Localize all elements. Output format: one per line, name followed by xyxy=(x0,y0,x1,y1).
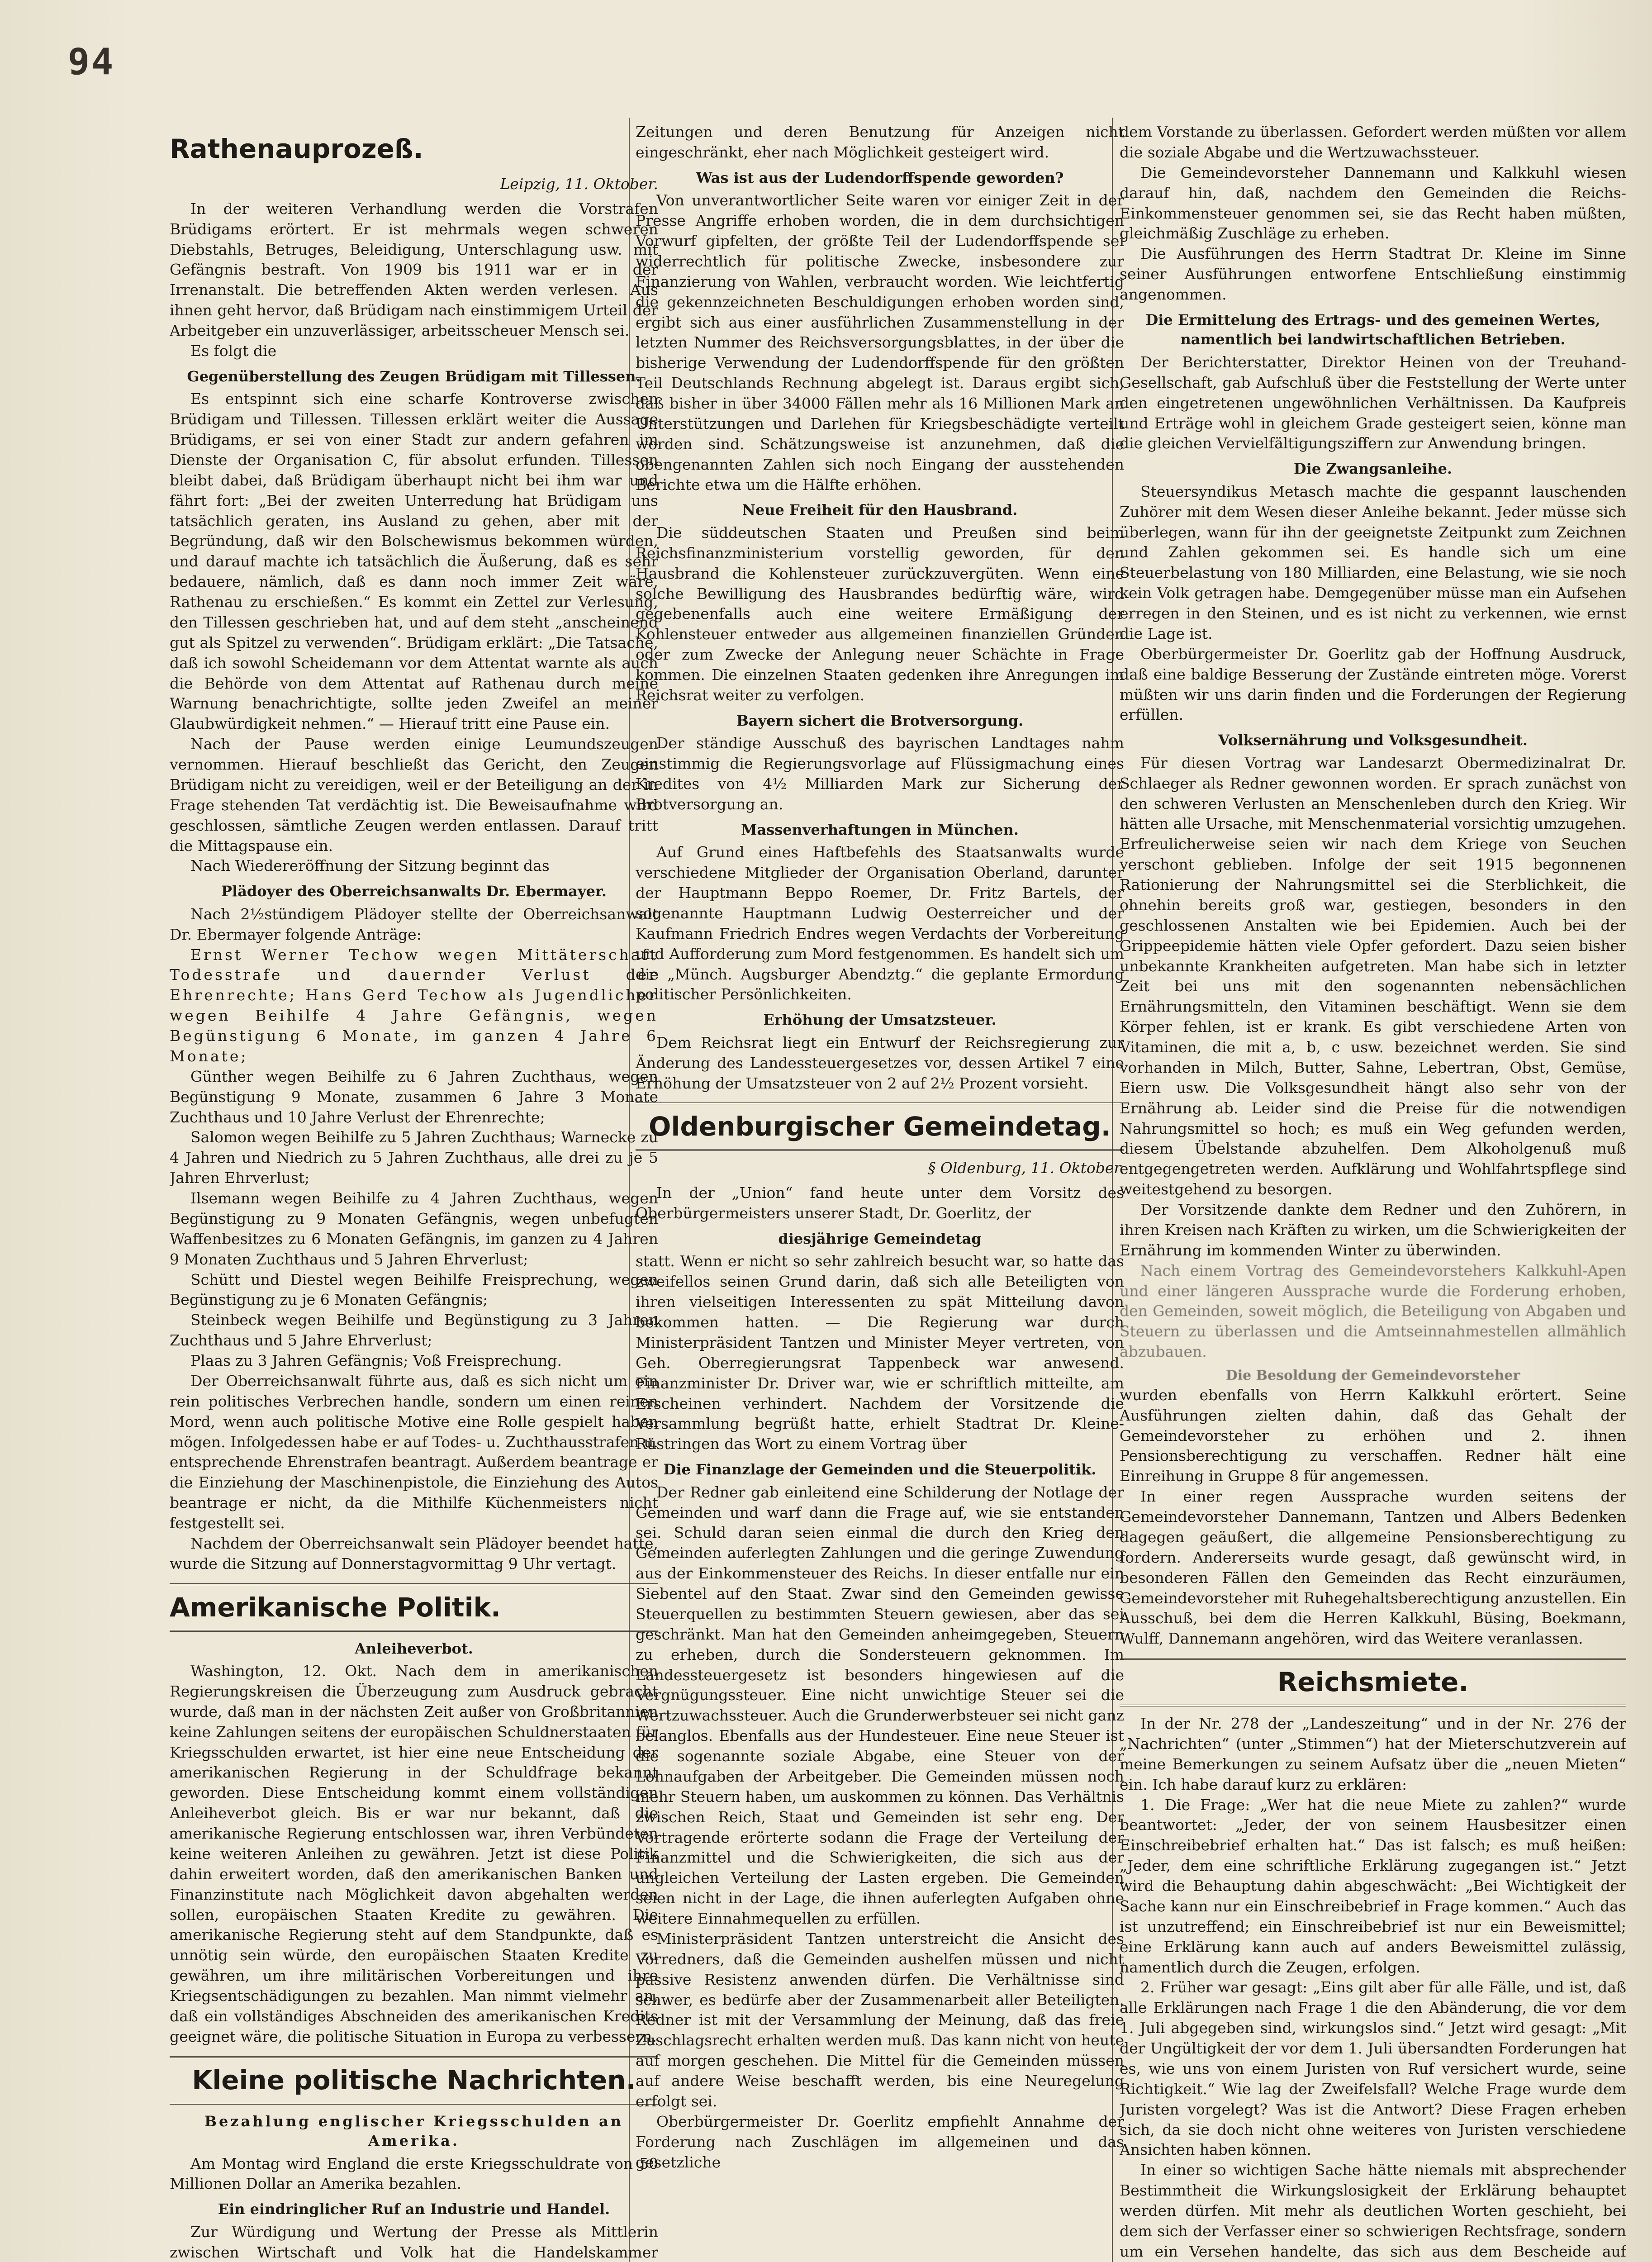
paragraph: Zur Würdigung und Wertung der Presse als Mittlerin zwischen Wirtschaft und Volk hat die Handelskammer xyxy=(170,2223,658,2261)
paragraph: Washington, 12. Okt. Nach dem in amerikanischen Regierungskreisen die Überzeugung zum Ausdruck gebracht wurde, daß man in der nächsten Zeit außer von Großbritannien keine Zahlungen seitens der europäischen Schuldnerstaaten für Kriegsschulden erwartet, ist hier eine neue Entscheidung der amerikanischen Regierung in der Schuldfrage bekannt geworden. Diese Entscheidung kommt einem vollständigen Anleiheverbot gleich. Bis er war nur bekannt, daß die amerikanische Regierung entschlossen war, ihren Verbündeten keine weiteren Anleihen zu gewähren. Jetzt ist diese Politik dahin erweitert worden, daß den amerikanischen Banken und Finanzinstitute nach Möglichkeit davon abgehalten werden sollen, europäischen Staaten Kredite zu gewähren. Die amerikanische Regierung steht auf dem Standpunkte, daß es unnötig sein würde, den europäischen Staaten Kredite zu gewähren, um ihre militärischen Vorbereitungen und ihre Kriegsentschädigungen zu bezahlen. Man nimmt vielmehr an, daß ein vollständiges Abschneiden des amerikanischen Kredits geeignet wäre, die politische Situation in Europa zu verbessern. xyxy=(170,1662,658,2045)
subheading: Ein eindringlicher Ruf an Industrie und Handel. xyxy=(218,2200,610,2218)
article-title-rathenau: Rathenauprozeß. xyxy=(170,133,423,164)
paragraph: Es entspinnt sich eine scharfe Kontroverse zwischen Brüdigam und Tillessen. Tillessen erklärt weiter die Aussage Brüdigams, er sei von einer Stadt zur andern gefahren im Dienste der Organisation C, für absolut erfunden. Tillessen bleibt dabei, daß Brüdigam überhaupt nicht bei ihm war und fährt fort: „Bei der zweiten Unterredung hat Brüdigam uns tatsächlich geraten, ins Ausland zu gehen, aber mit der Begründung, daß wir den Bolschewismus bekommen würden, und darauf machte ich tatsächlich die Äußerung, daß es sehr bedauere, nämlich, daß es dann noch immer Zeit wäre, Rathenau zu erschießen.“ Es kommt ein Zettel zur Verlesung, den Tillessen geschrieben hat, und auf dem steht „anscheinend gut als Spitzel zu verwenden“. Brüdigam erklärt: „Die Tatsache, daß ich sowohl Scheidemann vor dem Attentat warnte als auch die Behörde von dem Attentat auf Rathenau durch meine Warnung benachrichtigte, sollte jeden Zweifel an meiner Glaubwürdigkeit nehmen.“ — Hierauf tritt eine Pause ein. xyxy=(170,390,658,733)
subheading: Volksernährung und Volksgesundheit. xyxy=(1218,732,1528,749)
page-number: 94 xyxy=(68,41,115,83)
paragraph: Am Montag wird England die erste Kriegsschuldrate von 50 Millionen Dollar an Amerika bezahlen. xyxy=(170,2154,658,2193)
paragraph: 1. Die Frage: „Wer hat die neue Miete zu zahlen?“ wurde beantwortet: „Jeder, der von seinem Hausbesitzer einen Einschreibebrief erhalten hat.“ Das ist falsch; es muß heißen: „Jeder, dem eine schriftliche Erklärung zugegangen ist.“ Jetzt wird die Behauptung dahin abgeschwächt: „Bei Wichtigkeit der Sache kann nur ein Einschreibebrief in Frage kommen.“ Auch das ist unzutreffend; ein Einschreibebrief ist nur ein Beweismittel; eine Erklärung kann auch auf anders Beweismittel zulässig, namentlich durch die Zeugen, erfolgen. xyxy=(1120,1796,1626,1976)
subheading: Die Ermittelung des Ertrags- und des gemeinen Wertes, namentlich bei landwirtschaftlichen Betrieben. xyxy=(1145,311,1600,348)
column-middle xyxy=(636,122,1124,2262)
subheading: Gegenüberstellung des Zeugen Brüdigam mit Tillessen. xyxy=(187,367,641,385)
paragraph: Steuersyndikus Metasch machte die gespannt lauschenden Zuhörer mit dem Wesen dieser Anleihe bekannt. Jeder müsse sich überlegen, wann für ihn der geeignetste Zeitpunkt zum Zeichnen und Zahlen gekommen sei. Es handle sich um eine Steuerbelastung von 180 Milliarden, eine Belastung, wie sie noch kein Volk getragen habe. Demgegenüber müsse man ein Aufsehen erregen in den Steinen, und es ist nicht zu verkennen, wie ernst die Lage ist. xyxy=(1120,482,1626,642)
paragraph: 2. Früher war gesagt: „Eins gilt aber für alle Fälle, und ist, daß alle Erklärungen nach Frage 1 die den Abänderung, die vor dem 1. Juli abgegeben sind, wirkungslos sind.“ Jetzt wird gesagt: „Mit der Ungültigkeit der vor dem 1. Juli übersandten Forderungen hat es, wie uns von einem Juristen von Ruf versichert wurde, seine Richtigkeit.“ Wie lag der Zweifelsfall? Welche Frage wurde dem Juristen vorgelegt? Was ist die Antwort? Diese Fragen erheben sich, da sie doch nicht ohne weiteres von Juristen verschiedene Ansichten haben können. xyxy=(1120,1978,1626,2159)
subheading: Massenverhaftungen in München. xyxy=(741,821,1019,838)
column-right xyxy=(1120,122,1626,2262)
paragraph: Zeitungen und deren Benutzung für Anzeigen nicht eingeschränkt, eher nach Möglichkeit gesteigert wird. xyxy=(636,123,1124,161)
subheading: Bezahlung englischer Kriegsschulden an Amerika. xyxy=(204,2112,624,2150)
paragraph: In einer so wichtigen Sache hätte niemals mit absprechender Bestimmtheit die Wirkungslosigkeit der Erklärung behauptet werden dürfen. Mit mehr als deutlichen Worten geschieht, bei dem sich der Verfasser einer so schwierigen Rechtsfrage, sondern um ein Versehen handelte, das sich aus dem Bescheide auf xyxy=(1120,2161,1626,2260)
paragraph: Auf Grund eines Haftbefehls des Staatsanwalts wurde verschiedene Mitglieder der Organisation Oberland, darunter der Hauptmann Beppo Roemer, Dr. Fritz Bartels, der sogenannte Hauptmann Ludwig Oesterreicher und der Kaufmann Friedrich Endres wegen Verdachts der Vorbereitung und Aufforderung zum Mord festgenommen. Es handelt sich um die „Münch. Augsburger Abendztg.“ die geplante Ermordung politischer Persönlichkeiten. xyxy=(636,843,1124,1003)
column-left xyxy=(170,122,658,2262)
paragraph: Der Berichterstatter, Direktor Heinen von der Treuhand-Gesellschaft, gab Aufschluß über die Feststellung der Werte unter den eingetretenen ungewöhnlichen Verhältnissen. Da Kaufpreis und Erträge wohl in gleichem Grade gesteigert seien, könne man die gleichen Vervielfältigungsziffern zur Anwendung bringen. xyxy=(1120,353,1626,452)
paragraph: Nachdem der Oberreichsanwalt sein Plädoyer beendet hatte, wurde die Sitzung auf Donnerstagvormittag 9 Uhr vertagt. xyxy=(170,1534,658,1573)
paragraph: Von unverantwortlicher Seite waren vor einiger Zeit in der Presse Angriffe erhoben worden, die in dem durchsichtigen Vorwurf gipfelten, der größte Teil der Ludendorffspende sei widerrechtlich für politische Zwecke, insbesondere zur Finanzierung von Wahlen, verbraucht worden. Wie leichtfertig die gekennzeichneten Beschuldigungen erhoben worden sind, ergibt sich aus einer ausführlichen Zusammenstellung in der letzten Nummer des Reichsversorgungsblattes, in der über die bisherige Verwendung der Ludendorffspende für den größten Teil Deutschlands Rechnung abgelegt ist. Daraus ergibt sich, daß bisher in über 34000 Fällen mehr als 16 Millionen Mark an Unterstützungen und Darlehen für Kriegsbeschädigte verteilt worden sind. Schätzungsweise ist anzunehmen, daß die obengenannten Zahlen sich noch Eingang der ausstehenden Berichte etwa um die Hälfte erhöhen. xyxy=(636,191,1124,494)
subheading: Plädoyer des Oberreichsanwalts Dr. Ebermayer. xyxy=(221,883,607,900)
paragraph: In der weiteren Verhandlung werden die Vorstrafen Brüdigams erörtert. Er ist mehrmals wegen schweren Diebstahls, Betruges, Beleidigung, Unterschlagung usw. mit Gefängnis bestraft. Von 1909 bis 1911 war er in der Irrenanstalt. Die betreffenden Akten werden verlesen. Aus ihnen geht hervor, daß Brüdigam nach einstimmigem Urteil der Arbeitgeber ein unzuverlässiger, arbeitsscheuer Mensch sei. xyxy=(170,200,658,339)
subheading: Die Zwangsanleihe. xyxy=(1293,460,1453,478)
paragraph: Nach einem Vortrag des Gemeindevorstehers Kalkkuhl-Apen und einer längeren Aussprache wurde die Forderung erhoben, den Gemeinden, soweit möglich, die Beteiligung von Abgaben und Steuern zu überlassen und die Amtseinnahmestellen allmählich abzubauen. xyxy=(1120,1261,1626,1361)
subheading: Anleiheverbot. xyxy=(355,1639,473,1657)
subheading: Bayern sichert die Brotversorgung. xyxy=(736,712,1024,729)
paragraph: Ministerpräsident Tantzen unterstreicht die Ansicht des Vorredners, daß die Gemeinden aushelfen müssen und nicht passive Resistenz anwenden dürfen. Die Verhältnisse sind schwer, es bedürfe aber der Zusammenarbeit aller Beteiligten. Redner ist mit der Versammlung der Meinung, daß das freie Zuschlagsrecht erhalten werden muß. Das kann nicht von heute auf morgen geschehen. Die Mittel für die Gemeinden müssen auf andere Weise beschafft werden, bis eine Neuregelung erfolgt sei. xyxy=(636,1929,1124,2110)
paragraph: Steinbeck wegen Beihilfe und Begünstigung zu 3 Jahren Zuchthaus und 5 Jahre Ehrverlust; xyxy=(170,1311,658,1350)
dateline: Leipzig, 11. Oktober. xyxy=(500,175,658,193)
paragraph: In der Nr. 278 der „Landeszeitung“ und in der Nr. 276 der „Nachrichten“ (unter „Stimmen“) hat der Mieterschutzverein auf meine Bemerkungen zu seinem Aufsatz über die „neuen Mieten“ ein. Ich habe darauf kurz zu erklären: xyxy=(1120,1715,1626,1793)
subheading: diesjährige Gemeindetag xyxy=(778,1230,982,1247)
paragraph: Der Oberreichsanwalt führte aus, daß es sich nicht um ein rein politisches Verbrechen handle, sondern um einen reinen Mord, wenn auch politische Motive eine Rolle gespielt haben mögen. Infolgedessen habe er auf Todes- u. Zuchthausstrafen u. entsprechende Ehrenstrafen beantragt. Außerdem beantrage er die Einziehung der Maschinenpistole, die Einziehung des Autos beantrage er nicht, da die Mithilfe Küchenmeisters nicht festgestellt sei. xyxy=(170,1372,658,1532)
paragraph: wurden ebenfalls von Herrn Kalkkuhl erörtert. Seine Ausführungen zielten dahin, daß das Gehalt der Gemeindevorsteher zu erhöhen und 2. ihnen Pensionsberechtigung zu verschaffen. Redner hält eine Einreihung in Gruppe 8 für angemessen. xyxy=(1120,1386,1626,1485)
paragraph: In der „Union“ fand heute unter dem Vorsitz des Oberbürgermeisters unserer Stadt, Dr. Goerlitz, der xyxy=(636,1184,1124,1222)
paragraph: Die Ausführungen des Herrn Stadtrat Dr. Kleine im Sinne seiner Ausführungen entworfene Entschließung einstimmig angenommen. xyxy=(1120,245,1626,303)
article-title-kleine-nachrichten: Kleine politische Nachrichten. xyxy=(170,2056,658,2105)
subheading: Die Finanzlage der Gemeinden und die Steuerpolitik. xyxy=(663,1461,1097,1478)
paragraph: Salomon wegen Beihilfe zu 5 Jahren Zuchthaus; Warnecke zu 4 Jahren und Niedrich zu 5 Jahren Zuchthaus, alle drei zu je 5 Jahren Ehrverlust; xyxy=(170,1128,658,1187)
article-title-oldenburgischer-gemeindetag: Oldenburgischer Gemeindetag. xyxy=(636,1102,1124,1151)
paragraph: Die Gemeindevorsteher Dannemann und Kalkkuhl wiesen darauf hin, daß, nachdem den Gemeinden die Reichs-Einkommensteuer genommen sei, sie das Recht haben müßten, gleichmäßig Zuschläge zu erheben. xyxy=(1120,163,1626,242)
paragraph: Dem Reichsrat liegt ein Entwurf der Reichsregierung zur Änderung des Landessteuergesetzes vor, dessen Artikel 7 eine Erhöhung der Umsatzsteuer von 2 auf 2½ Prozent vorsieht. xyxy=(636,1033,1124,1092)
subheading: Neue Freiheit für den Hausbrand. xyxy=(742,501,1018,519)
paragraph: Günther wegen Beihilfe zu 6 Jahren Zuchthaus, wegen Begünstigung 9 Monate, zusammen 6 Jahre 3 Monate Zuchthaus und 10 Jahre Verlust der Ehrenrechte; xyxy=(170,1067,658,1126)
paragraph: Nach 2½stündigem Plädoyer stellte der Oberreichsanwalt Dr. Ebermayer folgende Anträge: xyxy=(170,905,658,943)
paragraph: Ernst Werner Techow wegen Mittäterschaft Todesstrafe und dauernder Verlust der Ehrenrechte; Hans Gerd Techow als Jugendlicher wegen Beihilfe 4 Jahre Gefängnis, wegen Begünstigung 6 Monate, im ganzen 4 Jahre 6 Monate; xyxy=(170,946,658,1065)
paragraph: dem Vorstande zu überlassen. Gefordert werden müßten vor allem die soziale Abgabe und die Wertzuwachssteuer. xyxy=(1120,123,1626,161)
subheading: Erhöhung der Umsatzsteuer. xyxy=(763,1011,997,1029)
paragraph: statt. Wenn er nicht so sehr zahlreich besucht war, so hatte das zweifellos seinen Grund darin, daß sich alle Beteiligten von ihren vielseitigen Interessenten zu spät Mitteilung davon bekommen hatten. — Die Regierung war durch Ministerpräsident Tantzen und Minister Meyer vertreten, von Geh. Oberregierungsrat Tappenbeck war anwesend. Finanzminister Dr. Driver war, wie er schriftlich mitteilte, am Erscheinen verhindert. Nachdem der Vorsitzende die Versammlung begrüßt hatte, erhielt Stadtrat Dr. Kleine-Rüstringen das Wort zu einem Vortrag über xyxy=(636,1252,1124,1453)
paragraph: Oberbürgermeister Dr. Goerlitz gab der Hoffnung Ausdruck, daß eine baldige Besserung der Zustände eintreten möge. Vorerst müßten wir uns darin finden und die Forderungen der Regierung erfüllen. xyxy=(1120,645,1626,724)
paragraph: Der Vorsitzende dankte dem Redner und den Zuhörern, in ihren Kreisen nach Kräften zu wirken, um die Schwierigkeiten der Ernährung im kommenden Winter zu überwinden. xyxy=(1120,1201,1626,1259)
paragraph: Der Redner gab einleitend eine Schilderung der Notlage der Gemeinden und warf dann die Frage auf, wie sie entstanden sei. Schuld daran seien einmal die durch den Krieg den Gemeinden auferlegten Zahlungen und die geringe Zuwendung aus der Einkommensteuer des Reichs. In dieser entfalle nur ein Siebentel auf den Staat. Zwar sind den Gemeinden gewisse Steuerquellen zu bestimmten Steuern gewiesen, aber das sei geschränkt. Man hat den Gemeinden anheimgegeben, Steuern zu erheben, durch die Sondersteuern geknommen. Im Landessteuergesetz ist besonders hingewiesen auf die Vergnügungssteuer. Eine nicht unwichtige Steuer sei die Wertzuwachssteuer. Auch die Grunderwerbsteuer sei nicht ganz belanglos. Ebenfalls aus der Hundesteuer. Eine neue Steuer ist die sogenannte soziale Abgabe, eine Steuer von der Lohnaufgaben der Arbeitgeber. Die Gemeinden müssen noch mehr Steuern haben, um auskommen zu können. Das Verhältnis zwischen Reich, Staat und Gemeinden ist sehr eng. Der Vortragende erörterte sodann die Frage der Verteilung der Finanzmittel und die Schwierigkeiten, die sich aus der ungleichen Verteilung der Lasten ergeben. Die Gemeinden seien nicht in der Lage, die ihnen auferlegten Aufgaben ohne weitere Einnahmequellen zu erfüllen. xyxy=(636,1483,1124,1928)
paragraph: Die süddeutschen Staaten und Preußen sind beim Reichsfinanzministerium vorstellig geworden, für den Hausbrand die Kohlensteuer zurückzuvergüten. Wenn eine solche Bewilligung des Hausbrandes bedürftig wäre, wird gegebenenfalls auch eine weitere Ermäßigung der Kohlensteuer entweder aus allgemeinen finanziellen Gründen oder zum Zwecke der Anlegung neuer Schächte in Frage kommen. Die einzelnen Staaten gedenken ihre Anregungen im Reichsrat weiter zu verfolgen. xyxy=(636,523,1124,704)
paragraph: Der ständige Ausschuß des bayrischen Landtages nahm einstimmig die Regierungsvorlage auf Flüssigmachung eines Kredites von 4½ Milliarden Mark zur Sicherung der Brotversorgung an. xyxy=(636,734,1124,813)
article-title-amerikanische-politik: Amerikanische Politik. xyxy=(170,1583,658,1632)
paragraph: Nach der Pause werden einige Leumundszeugen vernommen. Hierauf beschließt das Gericht, den Zeugen Brüdigam nicht zu vereidigen, weil er der Beteiligung an der in Frage stehenden Tat verdächtig ist. Die Beweisaufnahme wird geschlossen, sämtliche Zeugen werden entlassen. Darauf tritt die Mittagspause ein. xyxy=(170,735,658,855)
paragraph: Schütt und Diestel wegen Beihilfe Freisprechung, wegen Begünstigung zu je 6 Monaten Gefängnis; xyxy=(170,1270,658,1309)
article-title-reichsmiete: Reichsmiete. xyxy=(1120,1658,1626,1706)
paragraph: Plaas zu 3 Jahren Gefängnis; Voß Freisprechung. xyxy=(190,1352,562,1370)
paragraph: Oberbürgermeister Dr. Goerlitz empfiehlt Annahme der Forderung nach Zuschlägen im allgemeinen und das gesetzliche xyxy=(636,2112,1124,2171)
paragraph: Für diesen Vortrag war Landesarzt Obermedizinalrat Dr. Schlaeger als Redner gewonnen worden. Er sprach zunächst von den schweren Verlusten an Menschenleben durch den Krieg. Wir hätten alle Ursache, mit Menschenmaterial vorsichtig umzugehen. Erfreulicherweise seien wir nach dem Kriege von Seuchen verschont geblieben. Infolge der seit 1915 begonnenen Rationierung der Nahrungsmittel sei die Sterblichkeit, die ohnehin bereits groß war, gestiegen, besonders in den geschlossenen Anstalten wie bei Epidemien. Auch bei der Grippeepidemie hätten viele Opfer gefordert. Dazu seien bisher unbekannte Krankheiten aufgetreten. Man habe sich in letzter Zeit bei uns mit den sogenannten nebensächlichen Ernährungsmitteln, den Vitaminen beschäftigt. Wenn sie dem Körper fehlen, ist er krank. Es gibt verschiedene Arten von Vitaminen, die mit a, b, c usw. bezeichnet werden. Sie sind vorhanden in Milch, Butter, Sahne, Lebertran, Obst, Gemüse, Eiern usw. Die Volksgesundheit hängt also sehr von der Ernährung ab. Leider sind die Preise für die notwendigen Nahrungsmittel so hoch; es muß ein Weg gefunden werden, diesem Übelstande abzuhelfen. Dem Alkoholgenuß muß entgegengetreten werden. Aufklärung und Wohlfahrtspflege sind weitestgehend zu besorgen. xyxy=(1120,754,1626,1198)
subheading: Was ist aus der Ludendorffspende geworden? xyxy=(696,169,1064,186)
paragraph: In einer regen Aussprache wurden seitens der Gemeindevorsteher Dannemann, Tantzen und Albers Bedenken dagegen geäußert, die allgemeine Pensionsberechtigung zu fordern. Andererseits wurde gesagt, daß gewünscht wird, in besonderen Fällen den Gemeinden das Recht einzuräumen, Gemeindevorsteher mit Ruhegehaltsberechtigung anzustellen. Ein Ausschuß, bei dem die Herren Kalkkuhl, Büsing, Boekmann, Wulff, Dannemann angehören, wird das Weitere veranlassen. xyxy=(1120,1487,1626,1648)
dateline: § Oldenburg, 11. Oktober. xyxy=(928,1159,1124,1177)
paragraph: Ilsemann wegen Beihilfe zu 4 Jahren Zuchthaus, wegen Begünstigung zu 9 Monaten Gefängnis, wegen unbefugten Waffenbesitzes zu 6 Monaten Gefängnis, im ganzen zu 4 Jahren 9 Monaten Zuchthaus und 5 Jahren Ehrverlust; xyxy=(170,1189,658,1268)
paragraph: Es folgt die xyxy=(190,342,277,360)
subheading: Die Besoldung der Gemeindevorsteher xyxy=(1225,1368,1520,1384)
paragraph: Nach Wiedereröffnung der Sitzung beginnt das xyxy=(190,857,550,875)
